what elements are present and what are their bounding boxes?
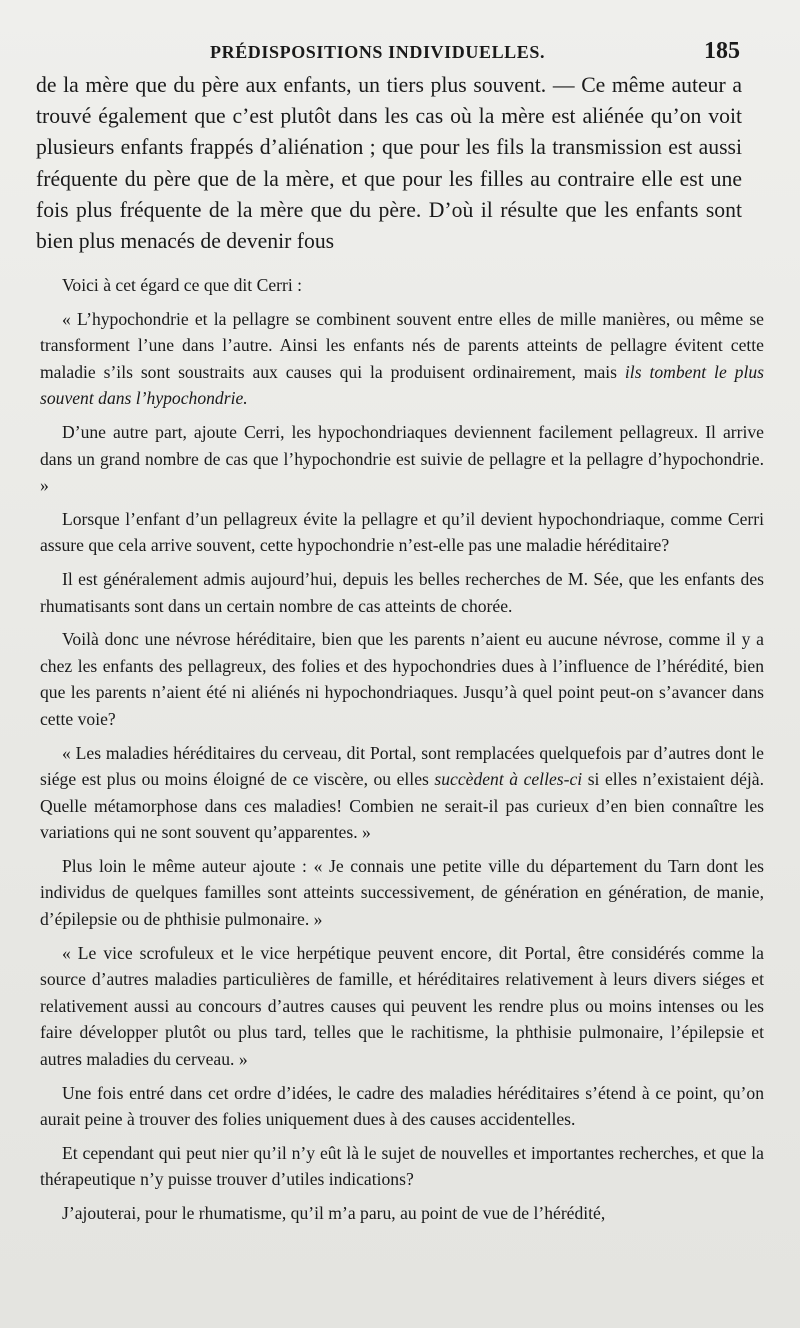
paragraph-3: D’une autre part, ajoute Cerri, les hypochondriaques deviennent facilement pellagreux. Il arrive dans un grand nombre de cas que l’hypochondrie est suivie de pellagre et la pellagre d’hypochondrie. » — [40, 421, 764, 496]
paragraph-9: « Le vice scrofuleux et le vice herpétique peuvent encore, dit Portal, être considérés comme la source d’autres maladies particulières de famille, et héréditaires relativement à leurs divers siéges et relativement aussi au concours d’autres causes qui peuvent les rendre plus ou moins intenses ou les faire développer plutôt ou plus tard, telles que le rachitisme, la phthisie pulmonaire, l’épilepsie et autres maladies du cerveau. » — [40, 942, 764, 1070]
paragraph-2-italic: ils tombent le plus souvent dans l’hypochondrie. — [40, 361, 764, 409]
paragraph-5: Il est généralement admis aujourd’hui, depuis les belles recherches de M. Sée, que les enfants des rhumatisants sont dans un certain nombre de cas atteints de chorée. — [40, 568, 764, 616]
lead-text-block — [36, 70, 742, 257]
page-number: 185 — [704, 38, 740, 64]
paragraph-11: Et cependant qui peut nier qu’il n’y eût là le sujet de nouvelles et importantes recherches, et que la thérapeutique n’y puisse trouver d’utiles indications? — [40, 1142, 764, 1190]
lead-paragraph: de la mère que du père aux enfants, un tiers plus souvent. — Ce même auteur a trouvé également que c’est plutôt dans les cas où la mère est aliénée qu’on voit plusieurs enfants frappés d’aliénation ; que pour les fils la transmission est aussi fréquente du père que de la mère, et que pour les filles au contraire elle est une fois plus fréquente de la mère que du père. D’où il résulte que les enfants sont bien plus menacés de devenir fous — [36, 73, 742, 254]
paragraph-4: Lorsque l’enfant d’un pellagreux évite la pellagre et qu’il devient hypochondriaque, comme Cerri assure que cela arrive souvent, cette hypochondrie n’est-elle pas une maladie héréditaire? — [40, 508, 764, 556]
paragraph-7-text-b: si elles n’existaient déjà. Quelle métamorphose dans ces maladies! Combien ne serait-il pas curieux d’en bien connaître les variations qui ne sont souvent qu’apparentes. » — [40, 769, 764, 843]
paragraph-8: Plus loin le même auteur ajoute : « Je connais une petite ville du département du Tarn dont les individus de quelques familles sont atteints successivement, de génération en génération, de manie, d’épilepsie ou de phthisie pulmonaire. » — [40, 855, 764, 930]
paragraph-7-italic: succèdent à celles-ci — [434, 769, 583, 790]
paragraph-12: J’ajouterai, pour le rhumatisme, qu’il m’a paru, au point de vue de l’hérédité, — [62, 1203, 606, 1223]
paragraph-2 — [40, 306, 764, 412]
page-header — [40, 38, 740, 68]
paragraph-7 — [40, 740, 764, 846]
paragraph-2-text: « L’hypochondrie et la pellagre se combinent souvent entre elles de mille manières, ou même se transforment l’une dans l’autre. Ainsi les enfants nés de parents atteints de pellagre évitent cette maladie s’ils sont soustraits aux causes qui la produisent ordinairement, mais — [40, 308, 764, 382]
paragraph-1: Voici à cet égard ce que dit Cerri : — [62, 275, 303, 295]
paragraph-7-text-a: « Les maladies héréditaires du cerveau, dit Portal, sont remplacées quelquefois par d’autres dont le siége est plus ou moins éloigné de ce viscère, ou elles — [40, 742, 764, 790]
running-title: PRÉDISPOSITIONS INDIVIDUELLES. — [210, 42, 546, 62]
paragraph-6: Voilà donc une névrose héréditaire, bien que les parents n’aient eu aucune névrose, comme il y a chez les enfants des pellagreux, des folies et des hypochondries dues à l’influence de l’hérédité, bien que les parents n’aient été ni aliénés ni hypochondriaques. Jusqu’à quel point peut-on s’avancer dans cette voie? — [40, 629, 764, 729]
body-text-block — [40, 272, 764, 1234]
paragraph-10: Une fois entré dans cet ordre d’idées, le cadre des maladies héréditaires s’étend à ce point, qu’on aurait peine à trouver des folies uniquement dues à des causes accidentelles. — [40, 1082, 764, 1130]
